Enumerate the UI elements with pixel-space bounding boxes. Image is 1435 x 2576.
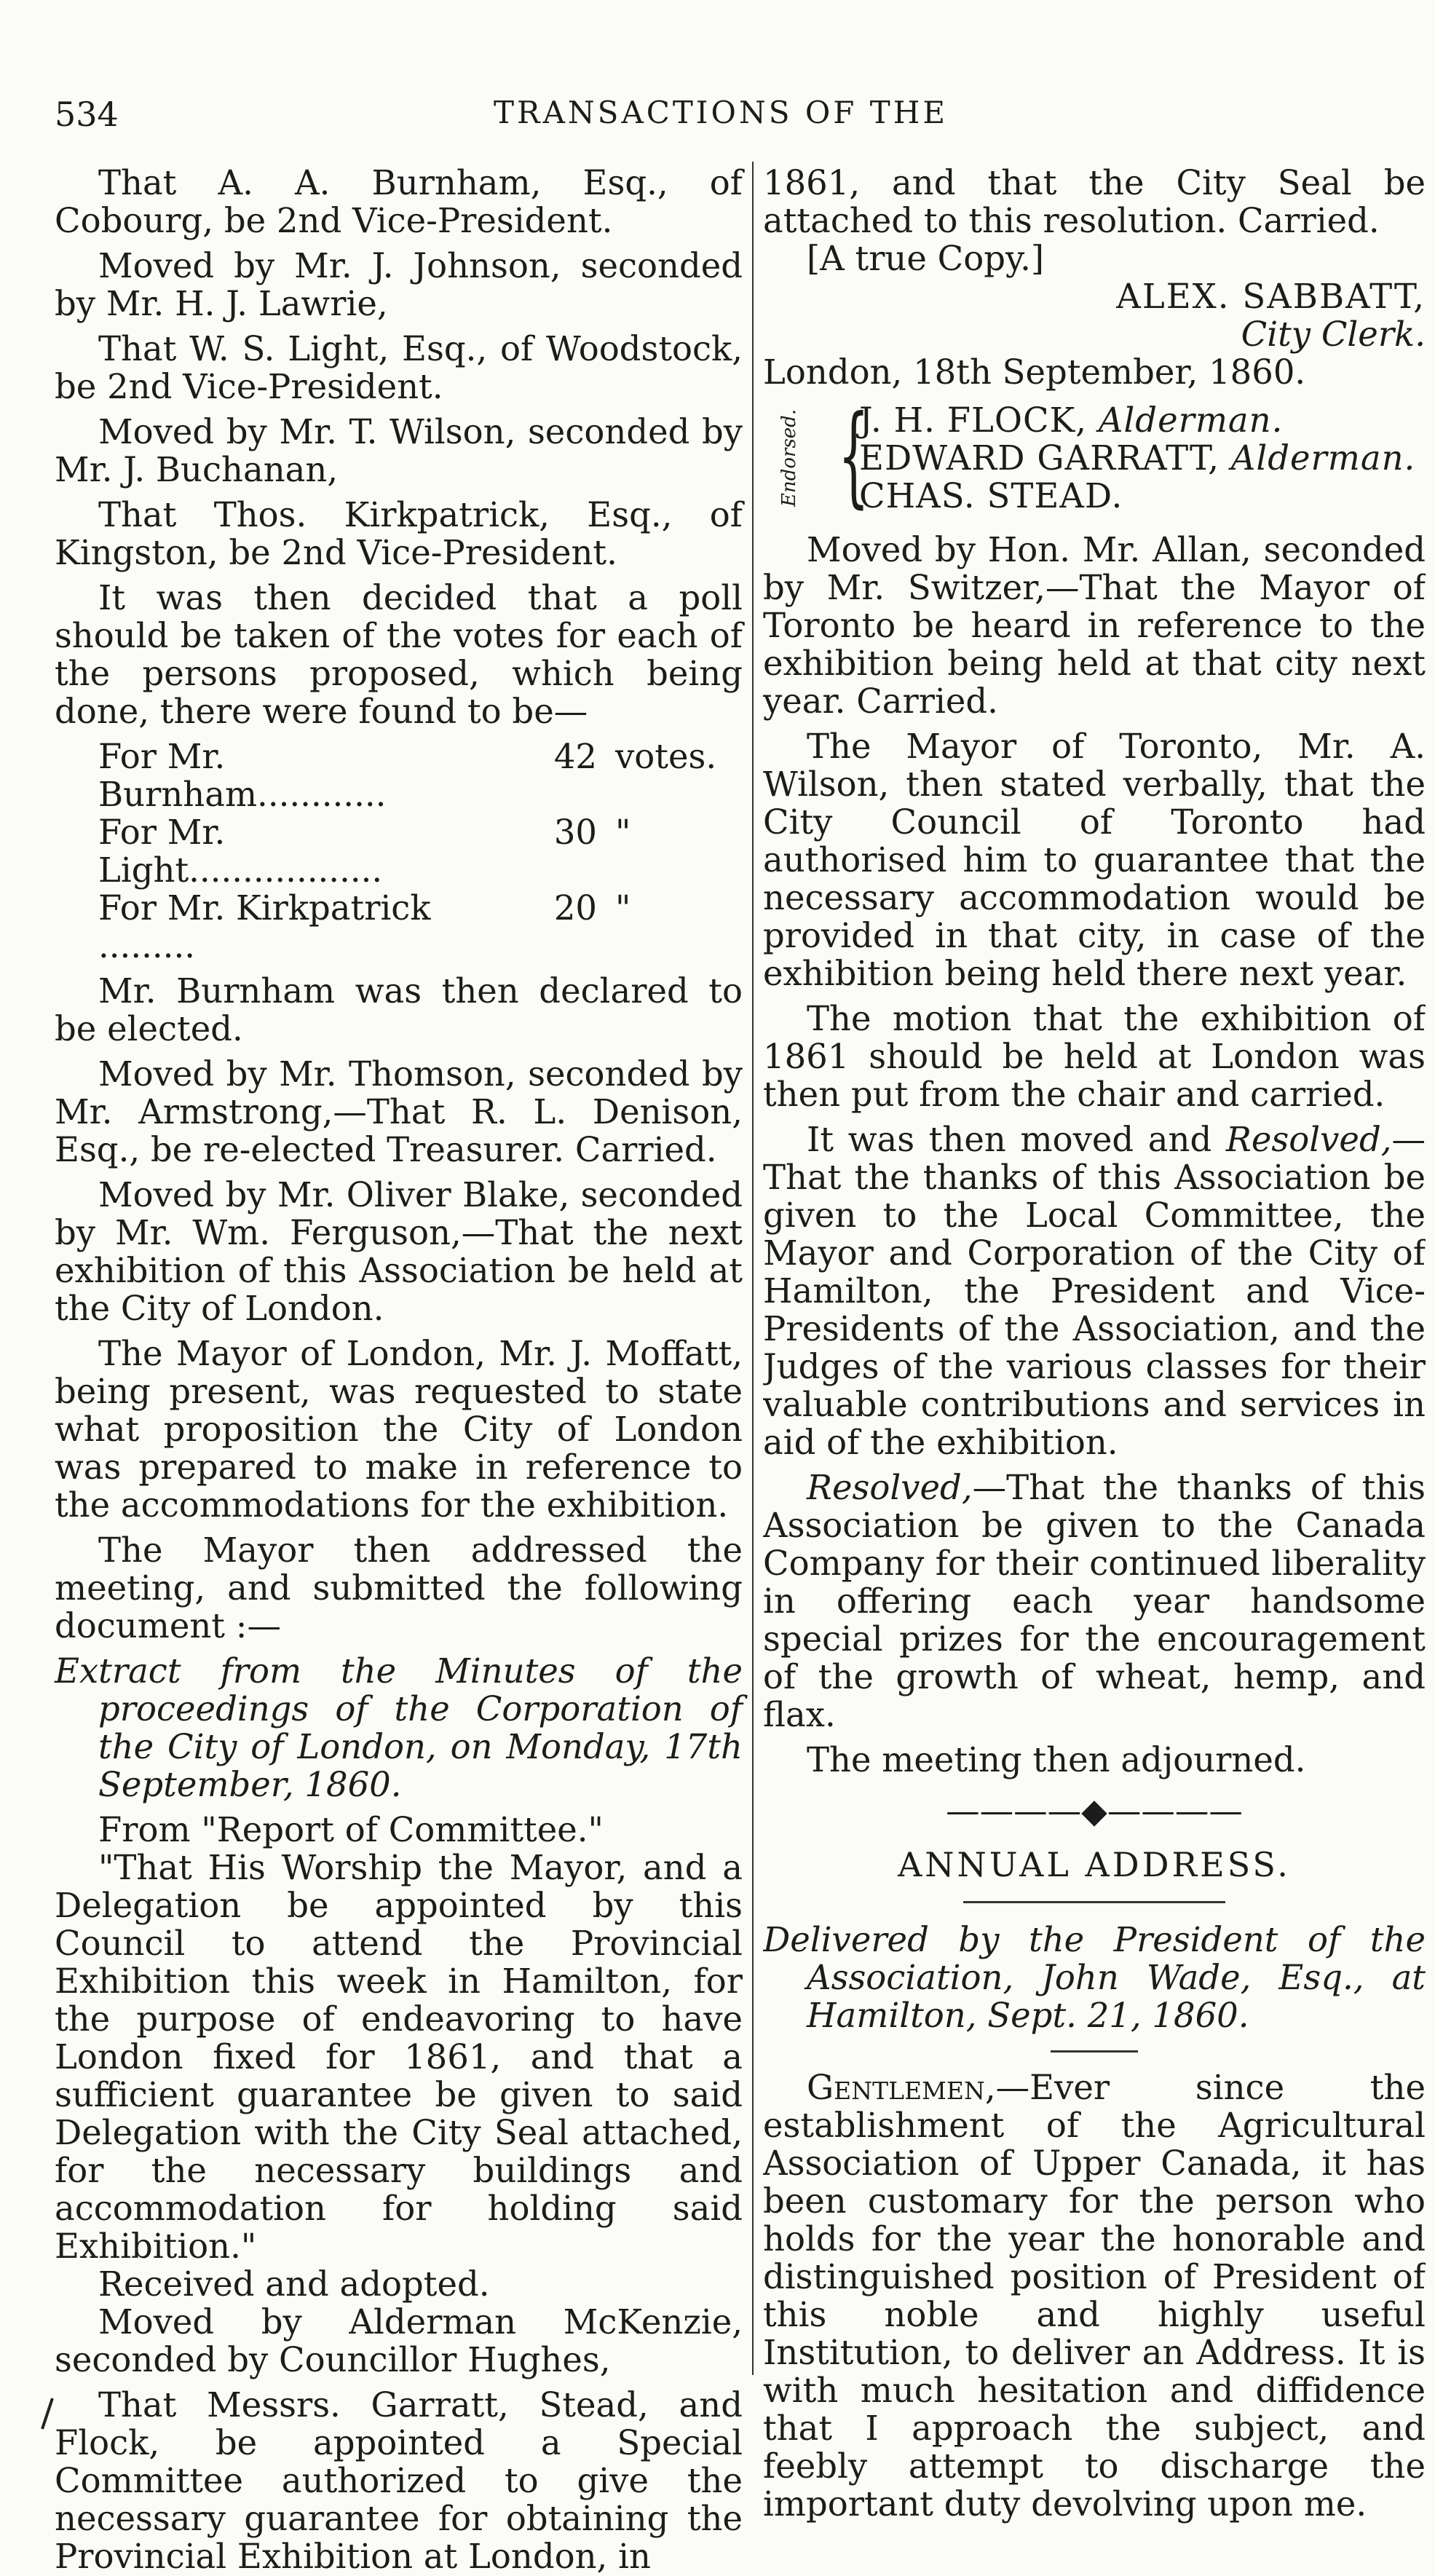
paragraph: The motion that the exhibition of 1861 should be held at London was then put from the chair and carried. <box>763 999 1426 1114</box>
paragraph: Moved by Mr. J. Johnson, seconded by Mr. H. J. Lawrie, <box>55 246 743 323</box>
vote-row <box>55 813 743 889</box>
section-heading: ANNUAL ADDRESS. <box>898 1845 1291 1884</box>
paragraph: 1861, and that the City Seal be attached to this resolution. Carried. <box>763 164 1426 240</box>
page-header <box>0 95 1435 153</box>
endorsed-label: Endorsed. <box>778 408 800 507</box>
paragraph: Resolved,—That the thanks of this Association be given to the Canada Company for their continued liberality in offering each year handsome special prizes for the encouragement of the growth of wheat, hemp, and flax. <box>763 1468 1426 1734</box>
paragraph: Moved by Mr. T. Wilson, seconded by Mr. J. Buchanan, <box>55 412 743 489</box>
quoted-report: "That His Worship the Mayor, and a Delegation be appointed by this Council to attend the Provincial Exhibition this week in Hamilton, for the purpose of endeavoring to have London fixed for 1861, and that a sufficient guarantee be given to said Delegation with the City Seal attached, for the necessary buildings and accommodation for holding said Exhibition." <box>55 1848 743 2266</box>
signatory: J. H. FLOCK, Alderman. <box>859 400 1284 440</box>
paragraph: The Mayor then addressed the meeting, and submitted the following document :— <box>55 1530 743 1645</box>
vote-unit: " <box>615 813 631 852</box>
true-copy: [A true Copy.] <box>807 239 1045 278</box>
vote-name: For Mr. Light.................. <box>98 813 383 890</box>
right-column <box>763 164 1426 2530</box>
paragraph: It was then moved and Resolved,—That the thanks of this Association be given to the Local Committee, the Mayor and Corporation of the City of Hamilton, the President and Vice-Presidents of the Association, and the Judges of the various classes for their valuable contributions and services in aid of the exhibition. <box>763 1120 1426 1462</box>
left-column <box>55 164 743 2575</box>
paragraph: The Mayor of Toronto, Mr. A. Wilson, then stated verbally, that the City Council of Toronto had authorised him to guarantee that the necessary accommodation would be provided in that city, in case of the exhibition being held there next year. <box>763 727 1426 993</box>
paragraph: Mr. Burnham was then declared to be elected. <box>55 971 743 1048</box>
date-line: London, 18th September, 1860. <box>763 352 1306 392</box>
paragraph: That Thos. Kirkpatrick, Esq., of Kingston, be 2nd Vice-President. <box>55 495 743 572</box>
vote-count: 20 <box>553 888 597 928</box>
column-rule <box>752 162 754 2375</box>
vote-name: For Mr. Burnham............ <box>98 737 387 814</box>
vote-name: For Mr. Kirkpatrick ......... <box>98 888 431 965</box>
vote-count: 42 <box>553 737 597 776</box>
vote-unit: " <box>615 888 631 928</box>
running-head: TRANSACTIONS OF THE <box>493 95 949 130</box>
paragraph: From "Report of Committee." <box>98 1810 604 1849</box>
brace: { <box>838 392 869 519</box>
paragraph: Gentlemen,—Ever since the establishment of the Agricultural Association of Upper Canada, it has been customary for the person who holds for the year the honorable and distinguished position of President of this noble and highly useful Institution, to deliver an Address. It is with much hesitation and diffidence that I approach the subject, and feebly attempt to discharge the important duty devolving upon me. <box>763 2068 1426 2524</box>
paragraph: Moved by Mr. Oliver Blake, seconded by Mr. Wm. Ferguson,—That the next exhibition of this Association be held at the City of London. <box>55 1175 743 1328</box>
clerk-title: City Clerk. <box>1241 315 1426 354</box>
vote-row <box>55 738 743 813</box>
signatory: EDWARD GARRATT, Alderman. <box>859 438 1416 478</box>
extract-heading: Extract from the Minutes of the proceedings of the Corporation of the City of London, on Monday, 17th September, 1860. <box>55 1651 743 1804</box>
paragraph: Received and adopted. <box>98 2264 490 2304</box>
delivered-note: Delivered by the President of the Association, John Wade, Esq., at Hamilton, Sept. 21, 1860. <box>763 1920 1426 2035</box>
clerk-name: ALEX. SABBATT, <box>1116 277 1426 316</box>
paragraph: The meeting then adjourned. <box>807 1740 1306 1779</box>
endorsement-block <box>763 392 1426 519</box>
rule <box>1051 2050 1138 2052</box>
ornamental-divider: ————◆———— <box>946 1791 1243 1830</box>
paragraph: That W. S. Light, Esq., of Woodstock, be 2nd Vice-President. <box>55 329 743 406</box>
signatory: CHAS. STEAD. <box>859 476 1123 515</box>
rule <box>963 1901 1225 1903</box>
signatory-list <box>859 401 1415 515</box>
paragraph: The Mayor of London, Mr. J. Moffatt, being present, was requested to state what proposition the City of London was prepared to make in reference to the accommodations for the exhibition. <box>55 1334 743 1525</box>
page-number: 534 <box>55 95 119 134</box>
margin-mark <box>36 2395 58 2432</box>
paragraph: That A. A. Burnham, Esq., of Cobourg, be 2nd Vice-President. <box>55 163 743 240</box>
vote-row <box>55 889 743 965</box>
paragraph: That Messrs. Garratt, Stead, and Flock, be appointed a Special Committee authorized to give the necessary guarantee for obtaining the Provincial Exhibition at London, in <box>55 2385 743 2576</box>
vote-count: 30 <box>553 813 597 852</box>
vote-table <box>55 738 743 965</box>
paragraph: Moved by Hon. Mr. Allan, seconded by Mr. Switzer,—That the Mayor of Toronto be heard in reference to the exhibition being held at that city next year. Carried. <box>763 530 1426 721</box>
paragraph: It was then decided that a poll should be taken of the votes for each of the persons proposed, which being done, there were found to be— <box>55 578 743 731</box>
paragraph: Moved by Alderman McKenzie, seconded by Councillor Hughes, <box>55 2302 743 2379</box>
vote-unit: votes. <box>615 737 717 776</box>
paragraph: Moved by Mr. Thomson, seconded by Mr. Armstrong,—That R. L. Denison, Esq., be re-elected Treasurer. Carried. <box>55 1054 743 1169</box>
